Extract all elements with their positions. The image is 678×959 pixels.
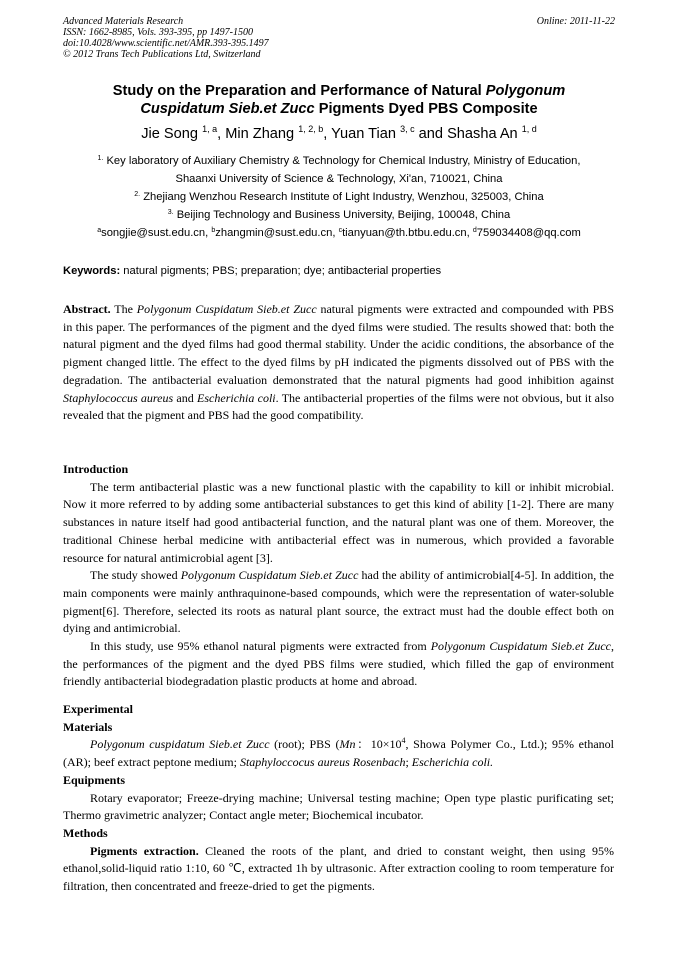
section-heading: Experimental (63, 702, 133, 716)
author-emails: $^a$songjie@sust.edu.cn, $^b$zhangmin@sust.edu.cn, $^c$tianyuan@th.btbu.edu.cn, $^d$759034408@qq.com (97, 227, 581, 239)
journal-header (63, 16, 269, 60)
title-line2: Pigments Dyed PBS Composite (314, 101, 538, 117)
methods-paragraph: Pigments extraction. Cleaned the roots of the plant, and dried to constant weight, then using 95% ethanol,solid-liquid ratio 1:10, 60 ℃, extracted 1h by ultrasonic. After extraction cooling to room temperature for filtration, then concentrated and freeze-dried to get the pigments. (63, 843, 614, 894)
materials-paragraph: Polygonum cuspidatum Sieb.et Zucc (root); PBS (Mn：$10\times 10^4$, Showa Polymer Co., Ltd.); 95% ethanol (AR); beef extract peptone medium; Staphyloccocus aureus Rosenbach; Escherichia coli. (63, 736, 614, 770)
author: Yuan Tian $^{3, c}$ and (331, 124, 448, 142)
author-list (63, 124, 615, 144)
paragraph: The study showed Polygonum Cuspidatum Sieb.et Zucc had the ability of antimicrobial[4-5]. In addition, the main components were mainly anthraquinone-based compounds, which were the representation of water-soluble pigment[6]. Therefore, selected its roots as natural plant source, the extract must had the double effect both on dying and antimicrobial. (63, 568, 614, 636)
email-link[interactable]: tianyuan@th.btbu.edu.cn, (342, 227, 473, 239)
equipments-paragraph: Rotary evaporator; Freeze-drying machine; Universal testing machine; Open type plastic purificating set; Thermo gravimetric analyzer; Contact angle meter; Biochemical incubator. (63, 790, 614, 823)
affiliation-3: $^{3.}$ Beijing Technology and Business University, Beijing, 100048, China (167, 209, 511, 221)
doi-line: doi:10.4028/www.scientific.net/AMR.393-395.1497 (63, 38, 269, 49)
online-date: Online: 2011-11-22 (536, 16, 615, 27)
paragraph: The term antibacterial plastic was a new functional plastic with the capability to kill or inhibit microbial. Now it more referred to by adding some antibacterial substances to get this kind of ability [1-2]. There are many substances in nature itself had good antibacterial function, and the natural plant was one of them. Moreover, the traditional Chinese herbal medicine with antibacterial effect was in numerous, which provided a favorable resource for natural antimicrobial agent [3]. (63, 479, 614, 565)
email-link[interactable]: songjie@sust.edu.cn, (101, 227, 212, 239)
paragraph: In this study, use 95% ethanol natural pigments were extracted from Polygonum Cuspidatum Sieb.et Zucc, the performances of the pigment and the dyed PBS films were studied, which filled the gap of environment friendly antibacterial biodegradation plastic products at home and abroad. (63, 639, 615, 689)
issn-line: ISSN: 1662-8985, Vols. 393-395, pp 1497-1500 (63, 27, 253, 38)
copyright-line: © 2012 Trans Tech Publications Ltd, Switzerland (63, 49, 261, 60)
affiliation-1: $^{1.}$ Key laboratory of Auxiliary Chemistry & Technology for Chemical Industry, Ministry of Education, (97, 155, 581, 167)
paper-title (63, 82, 615, 118)
title-line1: Study on the Preparation and Performance of Natural (112, 83, 486, 99)
author: Jie Song $^{1, a}$, (141, 124, 226, 142)
email-link[interactable]: zhangmin@sust.edu.cn, (215, 227, 339, 239)
introduction-section (63, 461, 614, 691)
section-heading: Introduction (63, 462, 129, 476)
title-line2-italic: Cuspidatum Sieb.et Zucc (140, 101, 315, 117)
subsection-heading: Methods (63, 825, 108, 840)
affiliation-2: $^{2.}$ Zhejiang Wenzhou Research Institute of Light Industry, Wenzhou, 325003, China (134, 191, 544, 203)
experimental-section (63, 701, 614, 896)
abstract: Abstract. The Polygonum Cuspidatum Sieb.et Zucc natural pigments were extracted and compounded with PBS in this paper. The performances of the pigment and the dyed films were studied. The results showed that: both the natural pigment and the dyed films had good thermal stability. Under the acidic conditions, the absorbance of the pigment changed little. The effect to the dyed films by pH indicated the pigments dissolved out of PBS with the degradation. The antibacterial evaluation demonstrated that the natural pigments had good inhibition against Staphylococcus aureus and Escherichia coli. The antibacterial properties of the films were not obvious, but it also revealed that the pigment and PBS had the good compatibility. (63, 302, 615, 423)
email-link[interactable]: 759034408@qq.com (476, 227, 581, 239)
keywords-label: Keywords: (63, 265, 121, 277)
subsection-heading: Materials (63, 719, 113, 734)
keywords (63, 264, 615, 278)
title-line1-italic: Polygonum (485, 83, 566, 99)
keywords-text: natural pigments; PBS; preparation; dye; antibacterial properties (120, 265, 442, 277)
affiliation-1-cont: Shaanxi University of Science & Technology, Xi'an, 710021, China (175, 173, 503, 185)
subsection-heading: Equipments (63, 772, 126, 787)
author: Min Zhang $^{1, 2, b}$, (225, 124, 332, 142)
author: Shasha An $^{1, d}$ (447, 124, 537, 142)
journal-name: Advanced Materials Research (63, 16, 184, 27)
